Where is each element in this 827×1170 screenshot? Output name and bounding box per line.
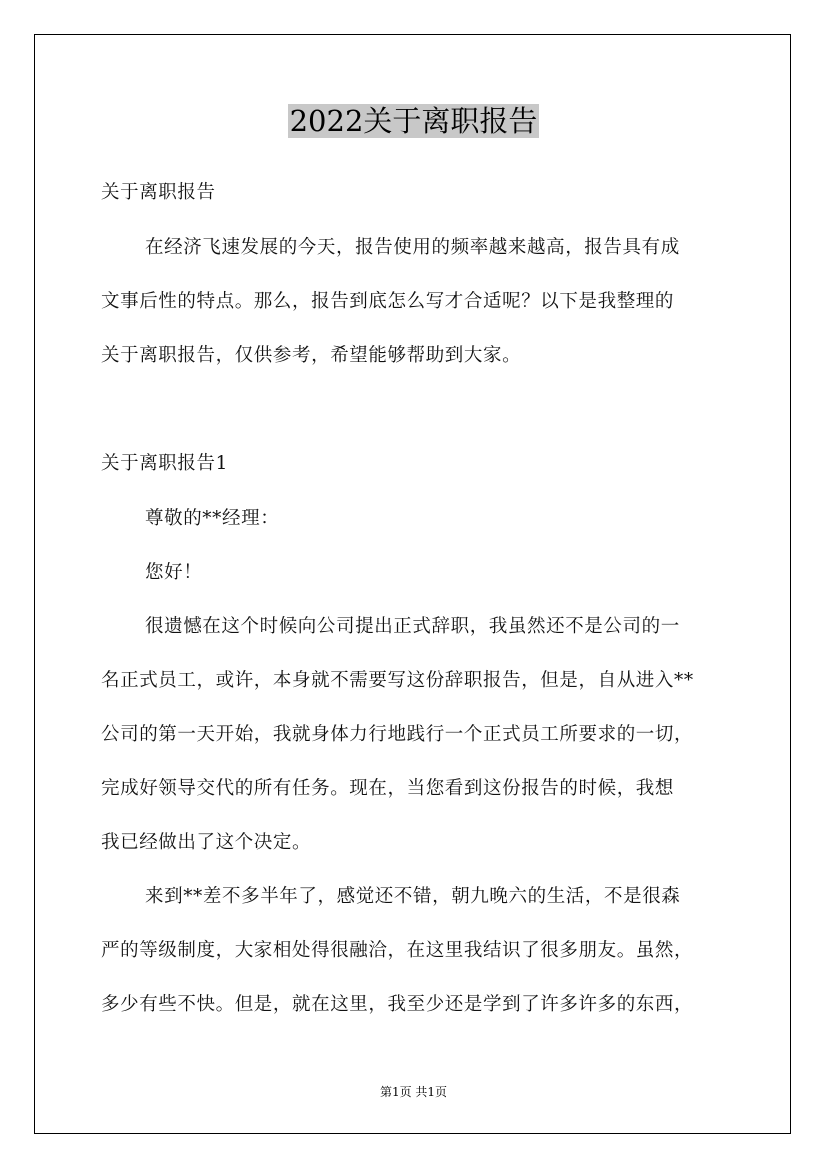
body-line: 名正式员工，或许，本身就不需要写这份辞职报告，但是，自从进入** xyxy=(101,670,694,691)
intro-line-1: 在经济飞速发展的今天，报告使用的频率越来越高，报告具有成 xyxy=(145,237,680,258)
intro-line-3: 关于离职报告，仅供参考，希望能够帮助到大家。 xyxy=(101,345,522,366)
body-line: 严的等级制度，大家相处得很融洽，在这里我结识了很多朋友。虽然， xyxy=(101,940,694,961)
body-line: 很遗憾在这个时候向公司提出正式辞职，我虽然还不是公司的一 xyxy=(145,616,680,637)
body-line: 来到**差不多半年了，感觉还不错，朝九晚六的生活，不是很森 xyxy=(145,886,681,907)
body-line: 多少有些不快。但是，就在这里，我至少还是学到了许多许多的东西， xyxy=(101,994,694,1015)
page-footer: 第1页 共1页 xyxy=(379,1085,448,1099)
subtitle: 关于离职报告 xyxy=(101,182,216,203)
body-line: 公司的第一天开始，我就身体力行地践行一个正式员工所要求的一切， xyxy=(101,724,694,745)
intro-line-2: 文事后性的特点。那么，报告到底怎么写才合适呢？以下是我整理的 xyxy=(101,291,675,312)
body-line: 我已经做出了这个决定。 xyxy=(101,832,312,853)
body-line: 完成好领导交代的所有任务。现在，当您看到这份报告的时候，我想 xyxy=(101,778,675,799)
document-title: 2022关于离职报告 xyxy=(289,104,538,138)
section-heading: 关于离职报告1 xyxy=(101,453,228,474)
greeting: 您好！ xyxy=(145,562,203,583)
salutation: 尊敬的**经理： xyxy=(145,508,280,529)
